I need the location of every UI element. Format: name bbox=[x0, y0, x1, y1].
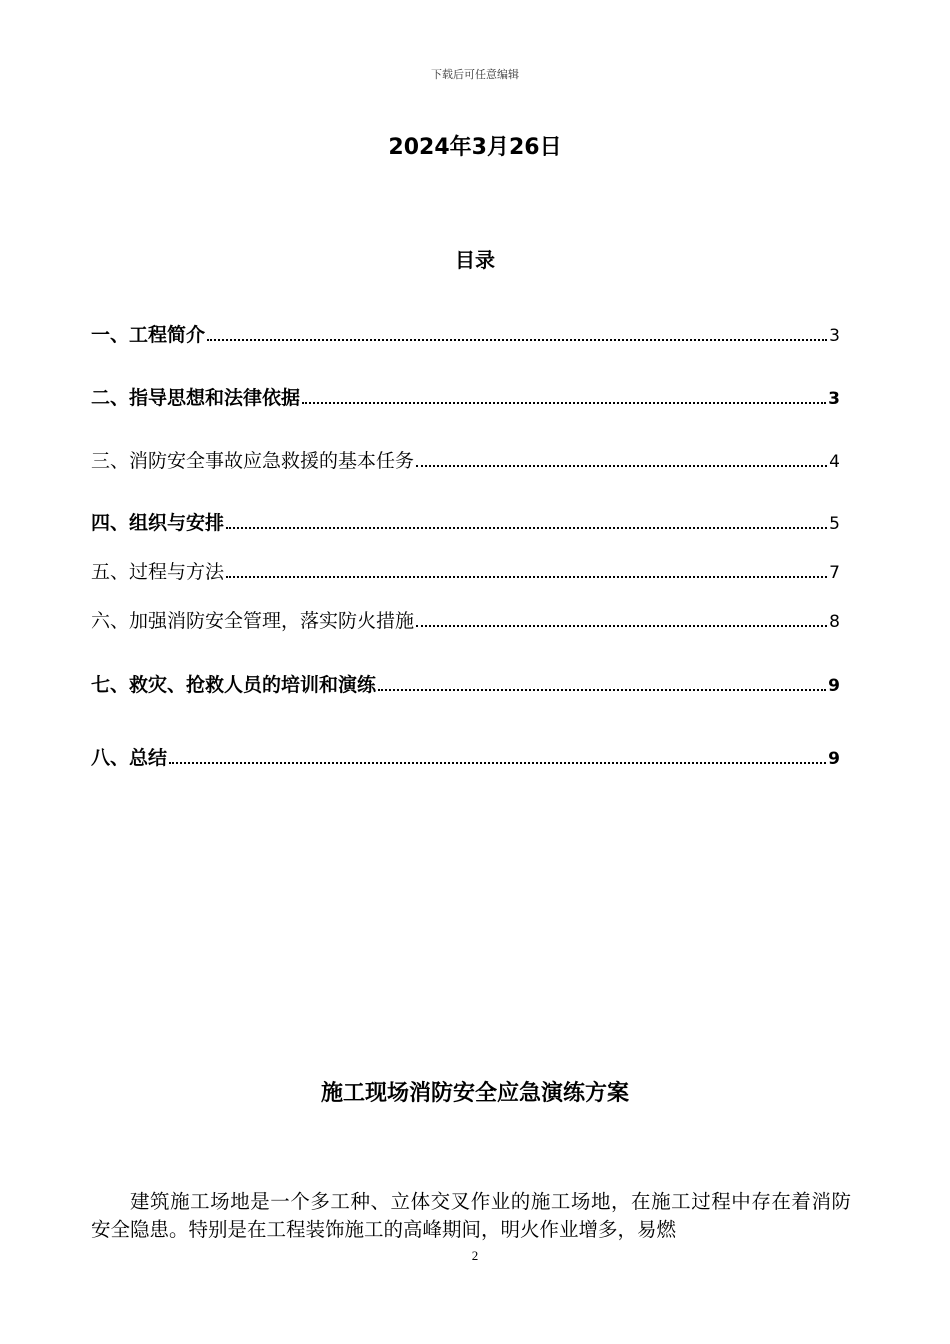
toc-leader-dots bbox=[416, 465, 827, 467]
toc-entry[interactable] bbox=[91, 320, 840, 347]
toc-leader-dots bbox=[226, 527, 827, 529]
toc-leader-dots bbox=[378, 689, 826, 691]
toc-entry-label: 三、消防安全事故应急救援的基本任务 bbox=[91, 450, 415, 472]
toc-entry[interactable] bbox=[91, 743, 840, 770]
toc-entry-label: 一、工程简介 bbox=[91, 324, 206, 346]
toc-entry-label: 七、救灾、抢救人员的培训和演练 bbox=[91, 674, 377, 696]
toc-entry[interactable] bbox=[91, 670, 840, 697]
toc-entry-page: 5 bbox=[829, 514, 840, 534]
toc-entry-page: 4 bbox=[829, 452, 840, 472]
toc-entry[interactable] bbox=[91, 383, 840, 410]
page-number: 2 bbox=[471, 1248, 479, 1263]
page-header-note: 下载后可任意编辑 bbox=[431, 68, 519, 81]
body-paragraph: 建筑施工场地是一个多工种、立体交叉作业的施工场地，在施工过程中存在着消防安全隐患。特别是在工程装饰施工的高峰期间，明火作业增多，易燃 bbox=[91, 1190, 851, 1241]
toc-leader-dots bbox=[207, 339, 827, 341]
toc-leader-dots bbox=[302, 402, 826, 404]
toc-leader-dots bbox=[226, 576, 827, 578]
toc-entry-label: 六、加强消防安全管理，落实防火措施 bbox=[91, 610, 415, 632]
toc-entry-label: 八、总结 bbox=[91, 747, 168, 769]
toc-entry-page: 8 bbox=[829, 612, 840, 632]
toc-entry-label: 五、过程与方法 bbox=[91, 561, 225, 583]
toc-entry[interactable] bbox=[91, 606, 840, 633]
toc-entry-label: 二、指导思想和法律依据 bbox=[91, 387, 301, 409]
toc-entry-page: 9 bbox=[828, 749, 840, 769]
toc-entry-label: 四、组织与安排 bbox=[91, 512, 225, 534]
document-date: 2024年3月26日 bbox=[388, 135, 562, 160]
toc-title: 目录 bbox=[455, 248, 495, 272]
toc-entry[interactable] bbox=[91, 446, 840, 473]
document-title: 施工现场消防安全应急演练方案 bbox=[320, 1081, 629, 1106]
toc-entry-page: 7 bbox=[829, 563, 840, 583]
toc-entry-page: 3 bbox=[829, 326, 840, 346]
toc-entry-page: 3 bbox=[828, 389, 840, 409]
toc-entry-page: 9 bbox=[828, 676, 840, 696]
toc-entry[interactable] bbox=[91, 508, 840, 535]
toc-entry[interactable] bbox=[91, 557, 840, 584]
toc-leader-dots bbox=[169, 762, 826, 764]
toc-leader-dots bbox=[416, 625, 827, 627]
